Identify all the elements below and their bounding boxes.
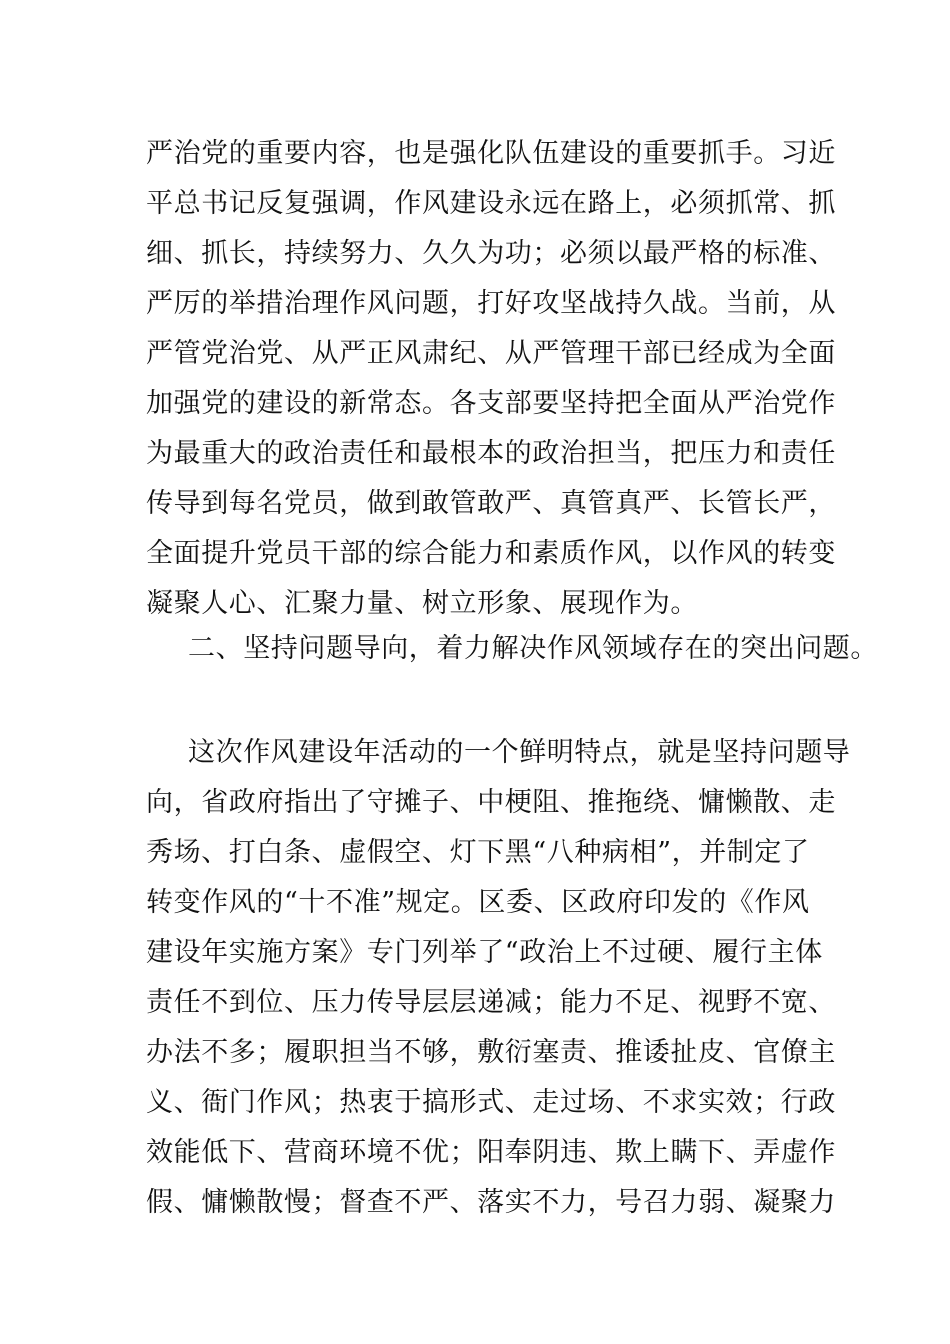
paragraph-first-line: 这次作风建设年活动的一个鲜明特点，就是坚持问题导 [188,737,851,768]
text-line: 效能低下、营商环境不优；阳奉阴违、欺上瞒下、弄虚作 [146,1137,836,1168]
text-line: 向，省政府指出了守摊子、中梗阻、推拖绕、慵懒散、走 [146,787,836,818]
text-line: 建设年实施方案》专门列举了“政治上不过硬、履行主体 [146,937,823,968]
text-line: 办法不多；履职担当不够，敷衍塞责、推诿扯皮、官僚主 [146,1037,836,1068]
text-line: 平总书记反复强调，作风建设永远在路上，必须抓常、抓 [146,188,836,219]
text-line: 加强党的建设的新常态。各支部要坚持把全面从严治党作 [146,388,836,419]
text-line: 凝聚人心、汇聚力量、树立形象、展现作为。 [146,588,698,619]
text-line: 全面提升党员干部的综合能力和素质作风，以作风的转变 [146,538,836,569]
text-line: 责任不到位、压力传导层层递减；能力不足、视野不宽、 [146,987,836,1018]
text-line: 传导到每名党员，做到敢管敢严、真管真严、长管长严， [146,488,836,519]
text-line: 义、衙门作风；热衷于搞形式、走过场、不求实效；行政 [146,1087,836,1118]
text-line: 严管党治党、从严正风肃纪、从严管理干部已经成为全面 [146,338,836,369]
text-line: 细、抓长，持续努力、久久为功；必须以最严格的标准、 [146,238,836,269]
text-line: 转变作风的“十不准”规定。区委、区政府印发的《作风 [146,887,810,918]
text-line: 严厉的举措治理作风问题，打好攻坚战持久战。当前，从 [146,288,836,319]
text-line: 秀场、打白条、虚假空、灯下黑“八种病相”，并制定了 [146,837,810,868]
text-line: 严治党的重要内容，也是强化队伍建设的重要抓手。习近 [146,138,836,169]
text-line: 为最重大的政治责任和最根本的政治担当，把压力和责任 [146,438,836,469]
text-line: 假、慵懒散慢；督查不严、落实不力，号召力弱、凝聚力 [146,1187,836,1218]
section-heading: 二、坚持问题导向，着力解决作风领域存在的突出问题。 [188,633,878,664]
